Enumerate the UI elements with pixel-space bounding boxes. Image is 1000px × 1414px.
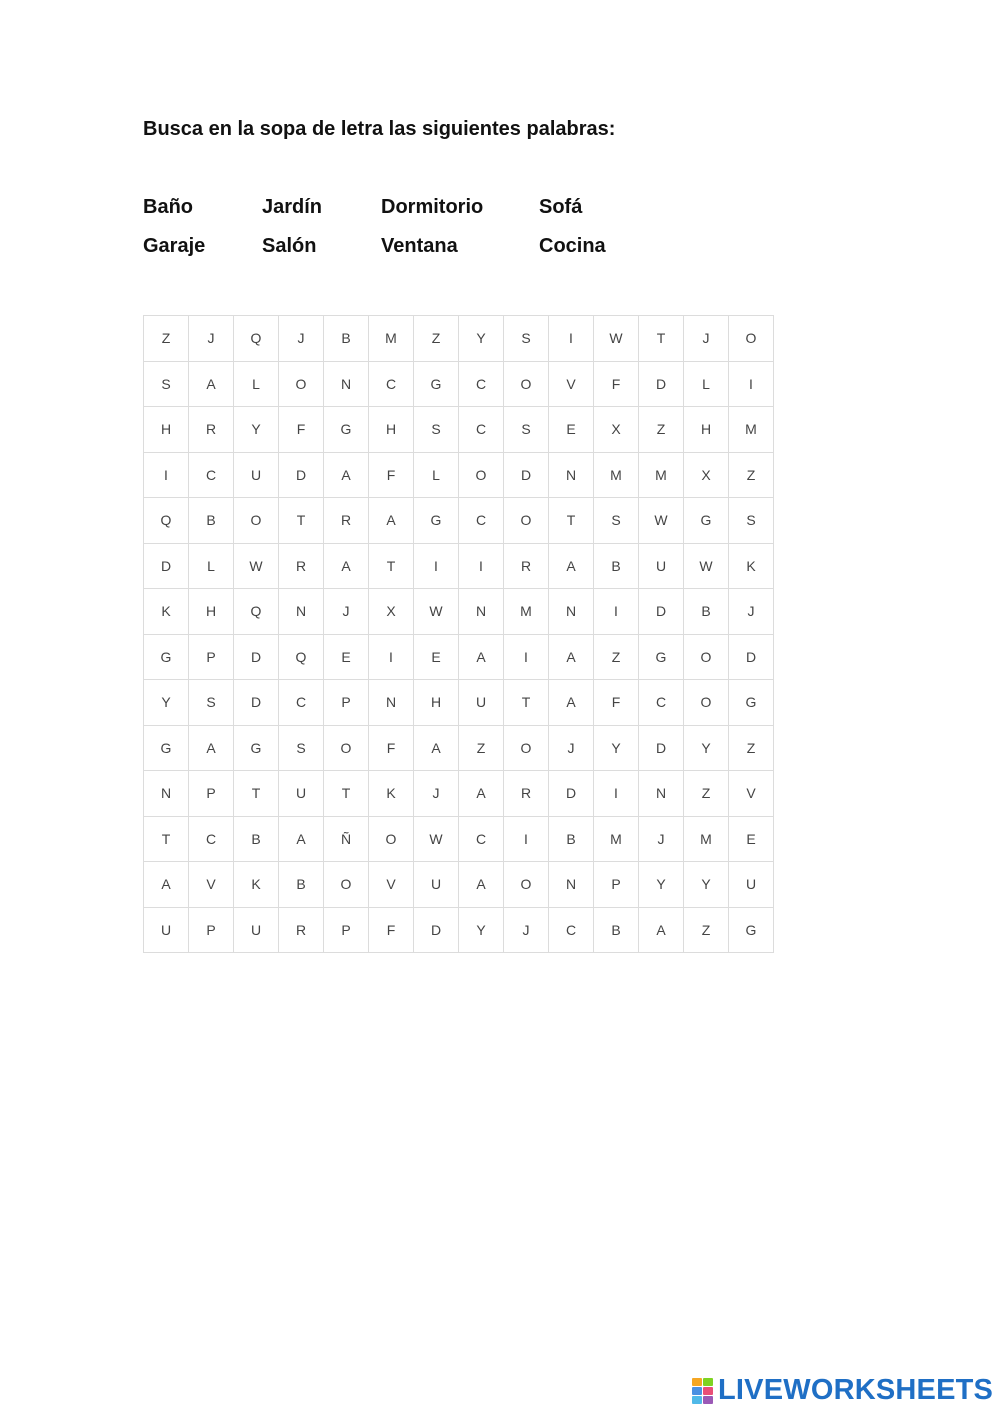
grid-cell[interactable]: F [369, 452, 414, 498]
grid-cell[interactable]: S [729, 498, 774, 544]
grid-cell[interactable]: I [369, 634, 414, 680]
grid-cell[interactable]: D [234, 634, 279, 680]
grid-cell[interactable]: Z [729, 725, 774, 771]
grid-cell[interactable]: J [729, 589, 774, 635]
grid-cell[interactable]: L [684, 361, 729, 407]
grid-cell[interactable]: F [594, 361, 639, 407]
grid-cell[interactable]: L [414, 452, 459, 498]
grid-cell[interactable]: B [594, 907, 639, 953]
grid-cell[interactable]: S [504, 316, 549, 362]
grid-cell[interactable]: B [594, 543, 639, 589]
grid-cell[interactable]: F [369, 725, 414, 771]
grid-cell[interactable]: U [234, 907, 279, 953]
grid-cell[interactable]: C [279, 680, 324, 726]
grid-cell[interactable]: T [144, 816, 189, 862]
grid-cell[interactable]: C [459, 407, 504, 453]
grid-cell[interactable]: R [279, 907, 324, 953]
grid-cell[interactable]: A [369, 498, 414, 544]
grid-cell[interactable]: S [189, 680, 234, 726]
grid-cell[interactable]: X [369, 589, 414, 635]
grid-cell[interactable]: A [189, 725, 234, 771]
grid-cell[interactable]: A [324, 452, 369, 498]
grid-cell[interactable]: M [729, 407, 774, 453]
grid-cell[interactable]: C [189, 452, 234, 498]
grid-cell[interactable]: U [279, 771, 324, 817]
grid-cell[interactable]: A [279, 816, 324, 862]
word-item: Baño [143, 196, 193, 218]
grid-cell[interactable]: B [549, 816, 594, 862]
grid-cell[interactable]: C [639, 680, 684, 726]
grid-cell[interactable]: T [549, 498, 594, 544]
grid-cell[interactable]: I [504, 816, 549, 862]
grid-cell[interactable]: N [549, 452, 594, 498]
grid-cell[interactable]: M [684, 816, 729, 862]
grid-cell[interactable]: Z [684, 907, 729, 953]
grid-cell[interactable]: I [504, 634, 549, 680]
grid-cell[interactable]: C [459, 498, 504, 544]
grid-cell[interactable]: S [279, 725, 324, 771]
grid-cell[interactable]: N [279, 589, 324, 635]
logo-block [703, 1387, 713, 1395]
grid-cell[interactable]: D [639, 361, 684, 407]
grid-cell[interactable]: V [549, 361, 594, 407]
grid-cell[interactable]: C [189, 816, 234, 862]
grid-row [144, 725, 774, 771]
grid-row [144, 316, 774, 362]
grid-cell[interactable]: Z [594, 634, 639, 680]
grid-cell[interactable]: A [459, 862, 504, 908]
grid-cell[interactable]: G [144, 634, 189, 680]
grid-cell[interactable]: O [324, 862, 369, 908]
grid-cell[interactable]: B [279, 862, 324, 908]
grid-cell[interactable]: C [369, 361, 414, 407]
grid-cell[interactable]: U [729, 862, 774, 908]
grid-cell[interactable]: Y [684, 862, 729, 908]
grid-cell[interactable]: W [594, 316, 639, 362]
grid-cell[interactable]: A [189, 361, 234, 407]
grid-cell[interactable]: O [504, 862, 549, 908]
grid-cell[interactable]: S [414, 407, 459, 453]
grid-cell[interactable]: D [729, 634, 774, 680]
grid-cell[interactable]: J [684, 316, 729, 362]
liveworksheets-logo-icon [692, 1378, 714, 1404]
grid-cell[interactable]: P [324, 907, 369, 953]
grid-cell[interactable]: H [189, 589, 234, 635]
grid-cell[interactable]: A [414, 725, 459, 771]
grid-cell[interactable]: G [234, 725, 279, 771]
grid-cell[interactable]: S [144, 361, 189, 407]
grid-cell[interactable]: F [279, 407, 324, 453]
grid-cell[interactable]: O [504, 361, 549, 407]
word-item: Garaje [143, 235, 206, 257]
grid-cell[interactable]: O [504, 498, 549, 544]
grid-cell[interactable]: Q [279, 634, 324, 680]
grid-row [144, 680, 774, 726]
grid-cell[interactable]: I [549, 316, 594, 362]
grid-cell[interactable]: G [639, 634, 684, 680]
grid-cell[interactable]: K [369, 771, 414, 817]
grid-cell[interactable]: D [414, 907, 459, 953]
grid-cell[interactable]: I [594, 771, 639, 817]
grid-cell[interactable]: U [144, 907, 189, 953]
grid-row [144, 498, 774, 544]
grid-row [144, 452, 774, 498]
word-item: Salón [262, 235, 317, 257]
word-item: Jardín [262, 196, 323, 218]
grid-cell[interactable]: A [459, 634, 504, 680]
grid-cell[interactable]: N [459, 589, 504, 635]
grid-cell[interactable]: Q [234, 589, 279, 635]
grid-cell[interactable]: P [189, 771, 234, 817]
grid-cell[interactable]: A [639, 907, 684, 953]
grid-cell[interactable]: O [324, 725, 369, 771]
grid-cell[interactable]: A [144, 862, 189, 908]
grid-cell[interactable]: A [459, 771, 504, 817]
grid-cell[interactable]: T [369, 543, 414, 589]
grid-cell[interactable]: O [279, 361, 324, 407]
grid-cell[interactable]: H [144, 407, 189, 453]
brand-logo [692, 1374, 993, 1407]
grid-cell[interactable]: E [324, 634, 369, 680]
grid-cell[interactable]: W [234, 543, 279, 589]
grid-cell[interactable]: H [684, 407, 729, 453]
grid-row [144, 634, 774, 680]
grid-cell[interactable]: W [639, 498, 684, 544]
grid-cell[interactable]: R [504, 771, 549, 817]
grid-cell[interactable]: E [549, 407, 594, 453]
grid-cell[interactable]: T [639, 316, 684, 362]
grid-cell[interactable]: G [414, 498, 459, 544]
grid-cell[interactable]: K [234, 862, 279, 908]
grid-cell[interactable]: F [594, 680, 639, 726]
grid-cell[interactable]: V [369, 862, 414, 908]
word-item: Cocina [539, 235, 606, 257]
grid-cell[interactable]: Y [684, 725, 729, 771]
grid-cell[interactable]: Y [234, 407, 279, 453]
grid-cell[interactable]: X [684, 452, 729, 498]
grid-cell[interactable]: A [549, 680, 594, 726]
grid-cell[interactable]: Z [639, 407, 684, 453]
grid-cell[interactable]: S [594, 498, 639, 544]
grid-cell[interactable]: R [504, 543, 549, 589]
grid-cell[interactable]: G [324, 407, 369, 453]
word-item: Ventana [381, 235, 458, 257]
grid-cell[interactable]: V [729, 771, 774, 817]
grid-cell[interactable]: O [234, 498, 279, 544]
grid-cell[interactable]: J [189, 316, 234, 362]
grid-cell[interactable]: D [549, 771, 594, 817]
grid-cell[interactable]: I [414, 543, 459, 589]
grid-cell[interactable]: O [504, 725, 549, 771]
grid-cell[interactable]: Z [414, 316, 459, 362]
grid-cell[interactable]: Y [144, 680, 189, 726]
grid-cell[interactable]: D [639, 589, 684, 635]
logo-block [692, 1378, 702, 1386]
instruction-title: Busca en la sopa de letra las siguientes palabras: [143, 118, 616, 140]
grid-row [144, 589, 774, 635]
grid-cell[interactable]: R [324, 498, 369, 544]
grid-cell[interactable]: T [279, 498, 324, 544]
grid-cell[interactable]: G [729, 680, 774, 726]
grid-cell[interactable]: B [324, 316, 369, 362]
grid-cell[interactable]: G [729, 907, 774, 953]
grid-cell[interactable]: I [144, 452, 189, 498]
grid-cell[interactable]: F [369, 907, 414, 953]
grid-cell[interactable]: M [504, 589, 549, 635]
grid-cell[interactable]: K [729, 543, 774, 589]
grid-cell[interactable]: A [324, 543, 369, 589]
grid-cell[interactable]: J [324, 589, 369, 635]
grid-cell[interactable]: P [324, 680, 369, 726]
grid-cell[interactable]: J [639, 816, 684, 862]
grid-cell[interactable]: U [234, 452, 279, 498]
brand-name: LIVEWORKSHEETS [718, 1374, 994, 1406]
grid-cell[interactable]: R [279, 543, 324, 589]
logo-block [703, 1396, 713, 1404]
grid-cell[interactable]: I [594, 589, 639, 635]
grid-cell[interactable]: Y [459, 907, 504, 953]
grid-cell[interactable]: O [459, 452, 504, 498]
grid-cell[interactable]: G [684, 498, 729, 544]
word-item: Sofá [539, 196, 583, 218]
grid-cell[interactable]: U [414, 862, 459, 908]
grid-cell[interactable]: N [369, 680, 414, 726]
grid-cell[interactable]: L [234, 361, 279, 407]
grid-cell[interactable]: W [414, 589, 459, 635]
grid-cell[interactable]: O [684, 634, 729, 680]
grid-cell[interactable]: V [189, 862, 234, 908]
grid-cell[interactable]: O [684, 680, 729, 726]
grid-cell[interactable]: L [189, 543, 234, 589]
grid-cell[interactable]: G [144, 725, 189, 771]
grid-cell[interactable]: T [324, 771, 369, 817]
grid-cell[interactable]: P [189, 907, 234, 953]
grid-cell[interactable]: B [684, 589, 729, 635]
grid-row [144, 771, 774, 817]
grid-cell[interactable]: E [414, 634, 459, 680]
grid-cell[interactable]: W [684, 543, 729, 589]
grid-row [144, 543, 774, 589]
grid-cell[interactable]: E [729, 816, 774, 862]
grid-cell[interactable]: A [549, 543, 594, 589]
grid-cell[interactable]: K [144, 589, 189, 635]
grid-cell[interactable]: N [144, 771, 189, 817]
grid-cell[interactable]: T [234, 771, 279, 817]
grid-cell[interactable]: U [639, 543, 684, 589]
grid-cell[interactable]: Z [459, 725, 504, 771]
grid-cell[interactable]: T [504, 680, 549, 726]
grid-cell[interactable]: D [279, 452, 324, 498]
grid-cell[interactable]: J [549, 725, 594, 771]
grid-cell[interactable]: C [459, 361, 504, 407]
grid-cell[interactable]: M [639, 452, 684, 498]
grid-cell[interactable]: Y [639, 862, 684, 908]
grid-cell[interactable]: Z [684, 771, 729, 817]
grid-cell[interactable]: D [639, 725, 684, 771]
grid-cell[interactable]: N [549, 862, 594, 908]
grid-cell[interactable]: I [729, 361, 774, 407]
grid-cell[interactable]: B [234, 816, 279, 862]
grid-cell[interactable]: I [459, 543, 504, 589]
grid-cell[interactable]: C [459, 816, 504, 862]
grid-cell[interactable]: M [369, 316, 414, 362]
grid-cell[interactable]: D [234, 680, 279, 726]
grid-row [144, 907, 774, 953]
grid-cell[interactable]: Q [144, 498, 189, 544]
grid-cell[interactable]: Z [729, 452, 774, 498]
grid-row [144, 361, 774, 407]
grid-cell[interactable]: R [189, 407, 234, 453]
logo-block [692, 1387, 702, 1395]
grid-cell[interactable]: S [504, 407, 549, 453]
grid-cell[interactable]: A [549, 634, 594, 680]
grid-cell[interactable]: U [459, 680, 504, 726]
grid-cell[interactable]: Z [144, 316, 189, 362]
grid-cell[interactable]: G [414, 361, 459, 407]
grid-cell[interactable]: Y [594, 725, 639, 771]
grid-cell[interactable]: N [549, 589, 594, 635]
word-item: Dormitorio [381, 196, 484, 218]
grid-cell[interactable]: P [189, 634, 234, 680]
grid-row [144, 862, 774, 908]
grid-cell[interactable]: D [504, 452, 549, 498]
grid-cell[interactable]: Q [234, 316, 279, 362]
grid-cell[interactable]: O [369, 816, 414, 862]
grid-cell[interactable]: J [279, 316, 324, 362]
grid-cell[interactable]: O [729, 316, 774, 362]
grid-cell[interactable]: B [189, 498, 234, 544]
word-search-grid [143, 315, 774, 953]
grid-cell[interactable]: Ñ [324, 816, 369, 862]
grid-cell[interactable]: N [324, 361, 369, 407]
grid-cell[interactable]: H [369, 407, 414, 453]
grid-cell[interactable]: M [594, 816, 639, 862]
grid-cell[interactable]: M [594, 452, 639, 498]
grid-cell[interactable]: H [414, 680, 459, 726]
grid-cell[interactable]: J [504, 907, 549, 953]
grid-row [144, 407, 774, 453]
logo-block [692, 1396, 702, 1404]
grid-row [144, 816, 774, 862]
logo-block [703, 1378, 713, 1386]
grid-cell[interactable]: P [594, 862, 639, 908]
grid-cell[interactable]: X [594, 407, 639, 453]
grid-cell[interactable]: N [639, 771, 684, 817]
grid-cell[interactable]: Y [459, 316, 504, 362]
grid-cell[interactable]: C [549, 907, 594, 953]
grid-cell[interactable]: J [414, 771, 459, 817]
grid-cell[interactable]: W [414, 816, 459, 862]
grid-cell[interactable]: D [144, 543, 189, 589]
